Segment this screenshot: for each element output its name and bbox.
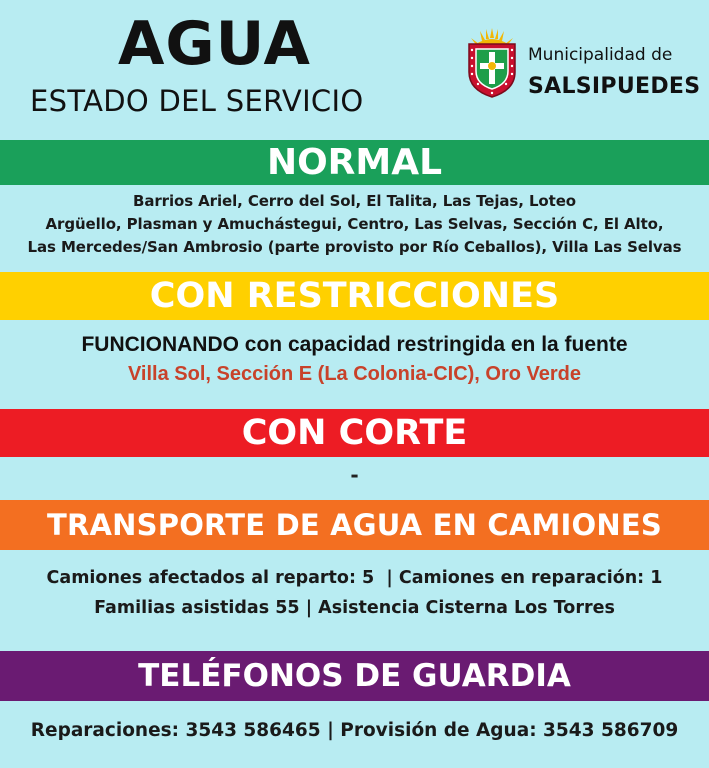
normal-band: NORMAL (0, 140, 709, 185)
normal-neighborhoods (0, 190, 709, 259)
municipality-label: Municipalidad de (528, 45, 673, 65)
list-item: Las Mercedes/San Ambrosio (parte provisto por Río Ceballos), Villa Las Selvas (27, 238, 682, 256)
header (0, 0, 709, 138)
list-item: Familias asistidas 55 | Asistencia Cisterna Los Torres (94, 598, 615, 618)
municipality-name: SALSIPUEDES (528, 74, 701, 99)
list-item: Camiones afectados al reparto: 5 | Camiones en reparación: 1 (46, 568, 663, 588)
phones-band: TELÉFONOS DE GUARDIA (0, 651, 709, 701)
cut-band: CON CORTE (0, 409, 709, 457)
restricted-places: Villa Sol, Sección E (La Colonia-CIC), Oro Verde (127, 363, 582, 385)
cut-value: - (350, 463, 359, 487)
list-item: Barrios Ariel, Cerro del Sol, El Talita, Las Tejas, Loteo (133, 192, 576, 210)
restricted-band: CON RESTRICCIONES (0, 272, 709, 320)
transport-info (0, 563, 709, 623)
restricted-status: FUNCIONANDO con capacidad restringida en la fuente (81, 333, 628, 356)
phones-info (0, 716, 709, 746)
transport-band: TRANSPORTE DE AGUA EN CAMIONES (0, 500, 709, 550)
list-item: Argüello, Plasman y Amuchástegui, Centro, Las Selvas, Sección C, El Alto, (45, 215, 664, 233)
page-subtitle: ESTADO DEL SERVICIO (30, 84, 364, 118)
phone-numbers: Reparaciones: 3543 586465 | Provisión de Agua: 3543 586709 (30, 720, 679, 741)
page-title: AGUA (118, 9, 311, 79)
municipal-shield-icon (466, 28, 518, 98)
